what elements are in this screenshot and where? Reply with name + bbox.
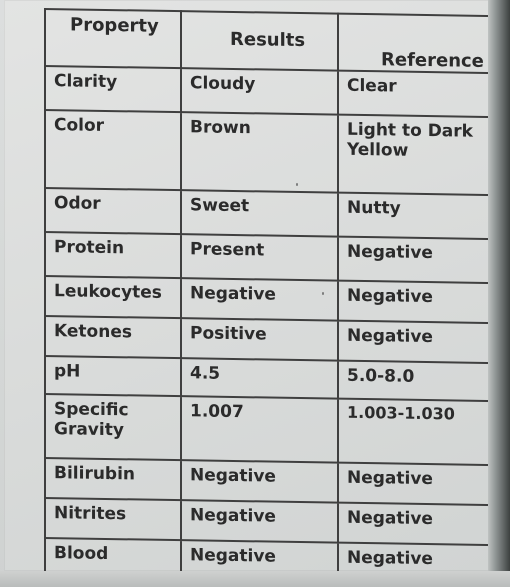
- cell-property: Specific Gravity: [45, 394, 181, 460]
- cell-result: Positive: [181, 318, 338, 360]
- cell-reference: Negative: [338, 543, 493, 587]
- cell-reference: Negative: [338, 237, 493, 283]
- photo-bottom-edge: [0, 571, 510, 587]
- cell-reference: Negative: [338, 503, 493, 545]
- cell-result: Brown: [181, 112, 338, 192]
- cell-result: 1.007: [181, 396, 338, 462]
- cell-reference: Light to Dark Yellow: [338, 115, 493, 195]
- table-row: [45, 498, 493, 545]
- cell-reference: Negative: [338, 321, 493, 363]
- paper-sheet: [4, 0, 490, 571]
- table-row: [45, 394, 493, 465]
- cell-property: Bilirubin: [45, 458, 181, 500]
- cell-result: Cloudy: [181, 68, 338, 114]
- photo-right-edge: [488, 0, 510, 587]
- cell-result: Negative: [181, 500, 338, 542]
- cell-reference: Nutty: [338, 193, 493, 239]
- cell-reference: 5.0-8.0: [338, 361, 493, 401]
- header-results: Results: [181, 11, 338, 71]
- cell-result: Present: [181, 234, 338, 280]
- cell-result: Negative: [181, 540, 338, 587]
- cell-result: Negative: [181, 278, 338, 320]
- results-table: [44, 8, 492, 572]
- table-row: [45, 110, 493, 195]
- cell-property: pH: [45, 356, 181, 396]
- cell-property: Odor: [45, 188, 181, 234]
- cell-property: Nitrites: [45, 498, 181, 540]
- header-property: Property: [45, 9, 181, 68]
- cell-property: Leukocytes: [45, 276, 181, 318]
- table-header-row: [45, 9, 493, 73]
- cell-result: Negative: [181, 460, 338, 502]
- table-row: [45, 188, 493, 239]
- table-row: [45, 458, 493, 505]
- cell-property: Ketones: [45, 316, 181, 358]
- table-row: [45, 276, 493, 323]
- cell-reference: 1.003-1.030: [338, 399, 493, 465]
- results-table-grid: [44, 8, 494, 587]
- table-row: [45, 66, 493, 117]
- cell-property: Blood: [45, 538, 181, 585]
- table-row: [45, 316, 493, 363]
- cell-result: Sweet: [181, 190, 338, 236]
- cell-property: Protein: [45, 232, 181, 278]
- cell-reference: Clear: [338, 71, 493, 117]
- cell-reference: Negative: [338, 463, 493, 505]
- table-row: [45, 232, 493, 283]
- cell-reference: Negative: [338, 281, 493, 323]
- cell-property: Color: [45, 110, 181, 190]
- cell-result: 4.5: [181, 358, 338, 398]
- paper-speck: [296, 183, 298, 186]
- header-reference: Reference: [338, 14, 493, 74]
- paper-speck: [322, 292, 324, 295]
- cell-property: Clarity: [45, 66, 181, 112]
